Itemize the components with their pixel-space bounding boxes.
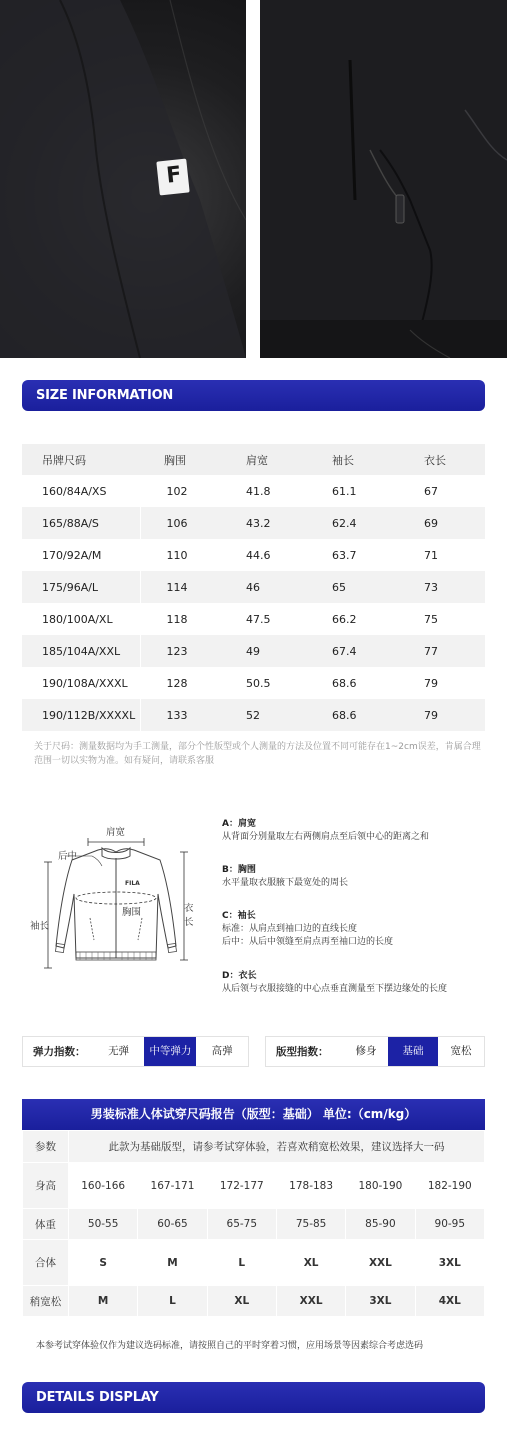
cell-weight: 65-75 (207, 1209, 276, 1240)
diagram-label-brand: FILA (125, 880, 140, 887)
table-row (22, 571, 485, 603)
cell-height: 178-183 (276, 1163, 345, 1209)
cell-size: 175/96A/L (22, 571, 140, 603)
cell-chest: 114 (140, 571, 220, 603)
table-row (22, 667, 485, 699)
row-label-height: 身高 (23, 1163, 69, 1209)
row-label-weight: 体重 (23, 1209, 69, 1240)
cell-fit: 3XL (415, 1240, 484, 1286)
cell-weight: 60-65 (138, 1209, 207, 1240)
product-photo-shoulder (0, 0, 246, 358)
table-row (23, 1131, 485, 1163)
fit-option-loose: 宽松 (450, 1045, 472, 1057)
cell-height: 182-190 (415, 1163, 484, 1209)
cell-size: 165/88A/S (22, 507, 140, 539)
cell-sleeve: 65 (302, 571, 392, 603)
size-table-header (22, 444, 485, 475)
cell-length: 79 (392, 699, 485, 731)
cell-height: 180-190 (346, 1163, 415, 1209)
cell-fit: XXL (346, 1240, 415, 1286)
cell-height: 172-177 (207, 1163, 276, 1209)
table-row (23, 1209, 485, 1240)
measure-title: A：肩宽 (222, 819, 256, 829)
cell-shoulder: 43.2 (220, 507, 302, 539)
cell-chest: 118 (140, 603, 220, 635)
fit-index-title: 版型指数： (276, 1046, 329, 1058)
cell-size: 160/84A/XS (42, 484, 107, 498)
header-sleeve: 袖长 (302, 444, 392, 475)
cell-chest: 102 (140, 475, 220, 507)
cell-sleeve: 62.4 (302, 507, 392, 539)
size-information-banner: SIZE INFORMATION (22, 380, 485, 411)
measure-text: 从后领与衣服接缝的中心点垂直测量至下摆边缘处的长度 (222, 984, 448, 994)
cell-chest: 133 (140, 699, 220, 731)
diagram-label-shoulder: 肩宽 (106, 827, 126, 838)
measure-title: D：衣长 (222, 971, 257, 981)
cell-fit: XL (276, 1240, 345, 1286)
row-label-loose: 稍宽松 (23, 1286, 69, 1317)
cell-length: 73 (392, 571, 485, 603)
cell-weight: 85-90 (346, 1209, 415, 1240)
cell-weight: 90-95 (415, 1209, 484, 1240)
cell-chest: 123 (140, 635, 220, 667)
fit-report (22, 1099, 485, 1317)
elasticity-index (22, 1036, 249, 1067)
cell-length: 71 (424, 548, 438, 562)
cell-shoulder: 44.6 (246, 548, 271, 562)
cell-loose: 3XL (346, 1286, 415, 1317)
cell-size: 170/92A/M (42, 548, 102, 562)
cell-sleeve: 68.6 (332, 676, 357, 690)
table-row (23, 1286, 485, 1317)
size-table (22, 444, 485, 731)
cell-weight: 50-55 (69, 1209, 138, 1240)
fit-report-table (22, 1130, 485, 1317)
diagram-label-length: 衣长 (184, 903, 194, 928)
elasticity-option-high: 高弹 (211, 1045, 233, 1057)
table-row (22, 475, 485, 507)
fila-logo-patch: F (165, 162, 183, 189)
diagram-label-sleeve: 袖长 (30, 921, 50, 932)
cell-length: 75 (424, 612, 438, 626)
cell-chest: 106 (140, 507, 220, 539)
cell-shoulder: 41.8 (246, 484, 271, 498)
cell-shoulder: 52 (220, 699, 302, 731)
cell-length: 79 (424, 676, 438, 690)
table-row (22, 699, 485, 731)
details-display-banner: DETAILS DISPLAY (22, 1382, 485, 1413)
cell-loose: 4XL (415, 1286, 484, 1317)
elasticity-title: 弹力指数： (33, 1046, 86, 1058)
diagram-label-chest: 胸围 (122, 907, 142, 918)
jacket-diagram (26, 818, 196, 988)
cell-shoulder: 46 (220, 571, 302, 603)
fit-option-regular: 基础 (388, 1037, 438, 1066)
cell-chest: 128 (140, 667, 220, 699)
cell-chest: 110 (140, 539, 220, 571)
elasticity-option-none: 无弹 (108, 1045, 130, 1057)
measure-title: B：胸围 (222, 865, 256, 875)
diagram-label-back: 后中 (58, 851, 78, 862)
cell-size: 180/100A/XL (42, 612, 113, 626)
cell-size: 185/104A/XXL (22, 635, 140, 667)
cell-fit: M (138, 1240, 207, 1286)
cell-length: 69 (392, 507, 485, 539)
measure-text: 标准：从肩点到袖口边的直线长度 (222, 924, 358, 934)
measure-text: 水平量取衣服腋下最宽处的周长 (222, 878, 349, 888)
measure-text: 从背面分别量取左右两侧肩点至后领中心的距离之和 (222, 832, 430, 842)
measure-sleeve (222, 910, 492, 949)
measure-title: C：袖长 (222, 911, 256, 921)
measure-text: 后中：从后中领缝至肩点再至袖口边的长度 (222, 937, 394, 947)
cell-size: 190/112B/XXXXL (22, 699, 140, 731)
cell-shoulder: 50.5 (246, 676, 271, 690)
header-length: 衣长 (392, 444, 485, 475)
header-chest: 胸围 (140, 444, 220, 475)
cell-weight: 75-85 (276, 1209, 345, 1240)
cell-shoulder: 47.5 (246, 612, 271, 626)
cell-loose: XXL (276, 1286, 345, 1317)
table-row (22, 635, 485, 667)
measurement-note: 关于尺码：测量数据均为手工测量，部分个性版型或个人测量的方法及位置不同可能存在1~2cm误差，肯属合理范围一切以实物为准。如有疑问，请联系客服 (34, 742, 481, 766)
cell-shoulder: 49 (220, 635, 302, 667)
table-row (23, 1240, 485, 1286)
cell-sleeve: 68.6 (302, 699, 392, 731)
param-text: 此款为基础版型，请参考试穿体验，若喜欢稍宽松效果，建议选择大一码 (69, 1131, 485, 1163)
cell-length: 67 (424, 484, 438, 498)
row-label-fit: 合体 (23, 1240, 69, 1286)
fit-index (265, 1036, 485, 1067)
header-shoulder: 肩宽 (220, 444, 302, 475)
row-label-param: 参数 (23, 1131, 69, 1163)
cell-fit: S (69, 1240, 138, 1286)
table-row (22, 603, 485, 635)
cell-fit: L (207, 1240, 276, 1286)
cell-height: 167-171 (138, 1163, 207, 1209)
measure-shoulder (222, 818, 492, 844)
measure-length (222, 970, 492, 996)
cell-sleeve: 67.4 (302, 635, 392, 667)
cell-length: 77 (392, 635, 485, 667)
cell-sleeve: 66.2 (332, 612, 357, 626)
cell-loose: XL (207, 1286, 276, 1317)
table-row (23, 1163, 485, 1209)
cell-loose: L (138, 1286, 207, 1317)
fit-report-title: 男装标准人体试穿尺码报告（版型：基础） 单位:（cm/kg） (22, 1099, 485, 1130)
header-tag-size: 吊牌尺码 (22, 444, 140, 475)
fit-report-footnote: 本参考试穿体验仅作为建议选码标准，请按照自己的平时穿着习惯，应用场景等因素综合考虑选码 (36, 1341, 424, 1351)
cell-height: 160-166 (69, 1163, 138, 1209)
fit-option-slim: 修身 (355, 1045, 377, 1057)
cell-sleeve: 63.7 (332, 548, 357, 562)
table-row (22, 539, 485, 571)
measure-chest (222, 864, 492, 890)
product-photo-pocket (260, 0, 507, 358)
elasticity-option-medium: 中等弹力 (144, 1037, 196, 1066)
cell-loose: M (69, 1286, 138, 1317)
cell-size: 190/108A/XXXL (42, 676, 128, 690)
cell-sleeve: 61.1 (332, 484, 357, 498)
table-row (22, 507, 485, 539)
